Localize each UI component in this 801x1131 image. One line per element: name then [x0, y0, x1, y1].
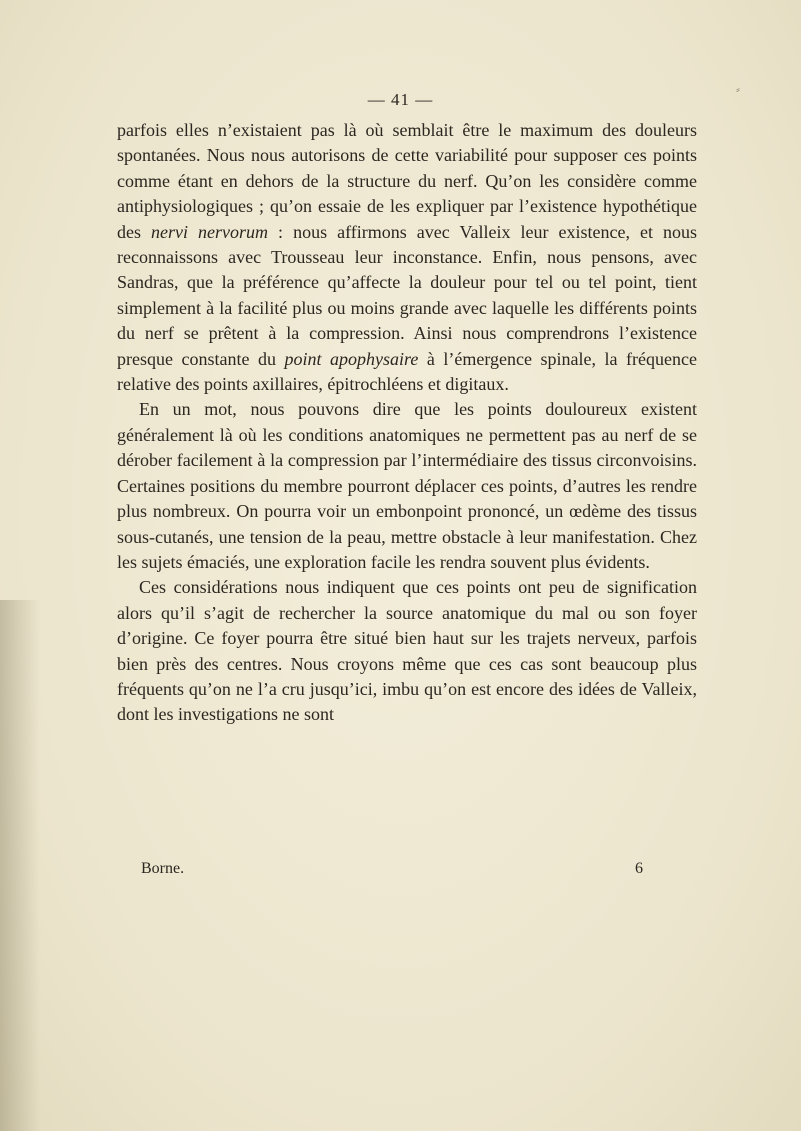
text-run: : nous affirmons avec Valleix leur existence, et nous reconnaissons avec Trousseau leur inconstance. Enfin, nous pensons, avec Sandras, que la préférence qu’affecte la douleur pour tel ou tel point, tient simplement à la facilité plus ou moins grande avec laquelle les différents points du nerf se prêtent à la compression. Ainsi nous comprendrons l’existence presque constante du [117, 221, 697, 369]
text-run: parfois elles n’existaient pas là où semblait être le maximum des douleurs spontanées. Nous nous autorisons de cette variabilité pour supposer ces points comme étant en dehors de la structure du nerf. Qu’on les considère comme antiphysiologiques ; qu’on essaie de les expliquer par l’existence hypothétique des [117, 120, 697, 242]
paragraph-2 [117, 397, 697, 575]
stray-mark: ⸗ [736, 82, 740, 96]
text-run: à l’émergence spinale, la fréquence relative des points axillaires, épitrochléens et digitaux. [117, 348, 698, 395]
footer-author: Borne. [141, 860, 185, 877]
paragraph-1 [117, 118, 697, 397]
italic-term: point apophysaire [284, 348, 419, 369]
italic-term: nervi nervorum [151, 221, 269, 242]
page-edge-shadow [0, 600, 40, 1131]
footer-signature-mark: 6 [635, 860, 643, 877]
page-number-header: — 41 — [367, 90, 434, 109]
text-run: Ces considérations nous indiquent que ces points ont peu de signification alors qu’il s’agit de rechercher la source anatomique du mal ou son foyer d’origine. Ce foyer pourra être situé bien haut sur les trajets nerveux, parfois bien près des centres. Nous croyons même que ces cas sont beaucoup plus fréquents qu’on ne l’a cru jusqu’ici, imbu qu’on est encore des idées de Valleix, dont les investigations ne sont [117, 577, 697, 725]
body-text [117, 118, 697, 728]
page-footer [141, 860, 643, 878]
paragraph-3 [117, 575, 697, 727]
text-run: En un mot, nous pouvons dire que les points douloureux existent généralement là où les conditions anatomiques ne permettent pas au nerf de se dérober facilement à la compression par l’intermédiaire des tissus circonvoisins. Certaines positions du membre pourront déplacer ces points, d’autres les rendre plus nombreux. On pourra voir un embonpoint prononcé, un œdème des tissus sous-cutanés, une tension de la peau, mettre obstacle à leur manifestation. Chez les sujets émaciés, une exploration facile les rendra souvent plus évidents. [117, 399, 697, 572]
